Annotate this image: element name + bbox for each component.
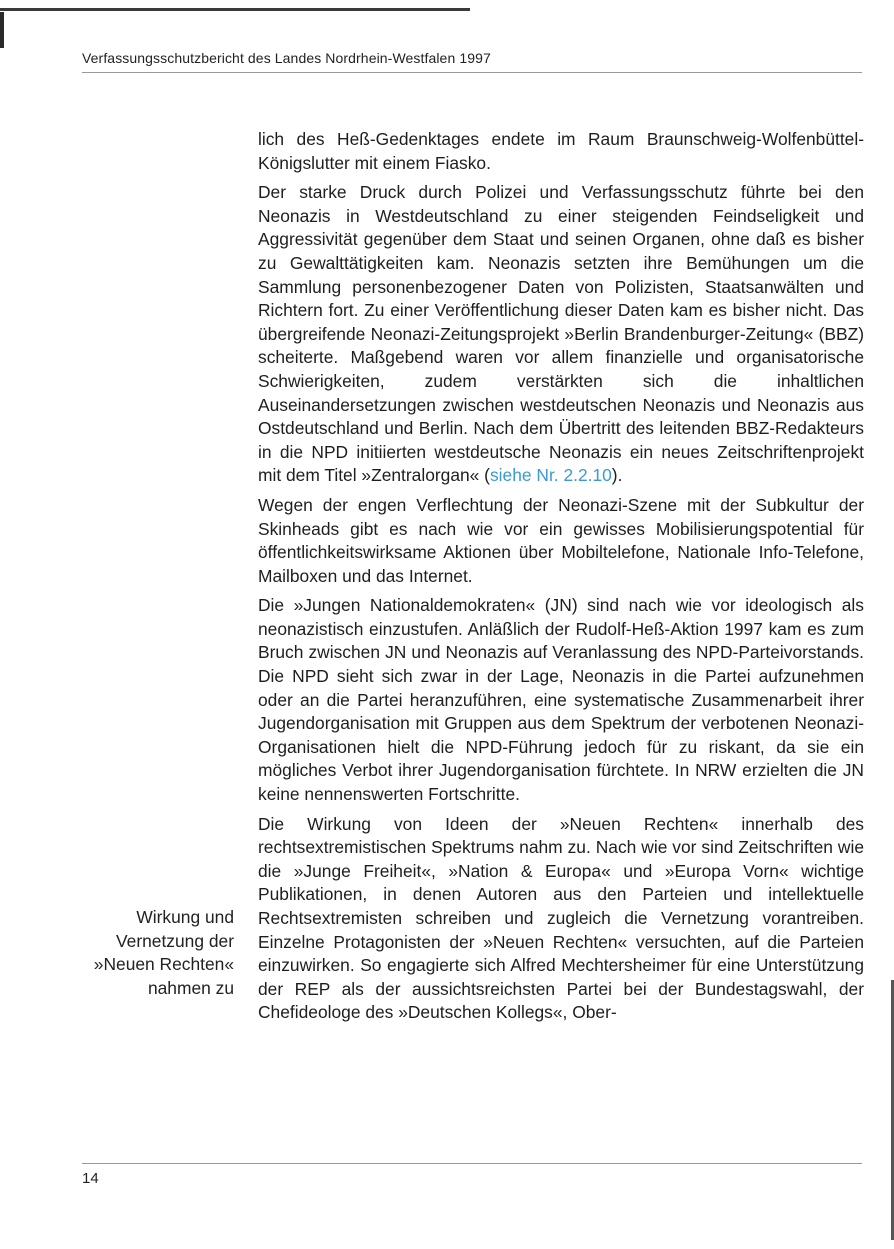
page-number: 14 <box>82 1170 99 1187</box>
scan-edge-left <box>0 12 4 48</box>
margin-note-line: Wirkung und <box>136 907 234 927</box>
footer-rule <box>82 1163 862 1164</box>
margin-note-line: nahmen zu <box>147 977 234 998</box>
body-text <box>258 128 864 1031</box>
scan-edge-top <box>0 8 470 11</box>
header-rule <box>82 72 862 73</box>
paragraph-5: Die Wirkung von Ideen der »Neuen Rechten« innerhalb des rechtsextremistischen Spektrums nahm zu. Nach wie vor sind Zeitschriften wie die »Junge Freiheit«, »Nation & Europa« und »Europa Vorn« wichtige Publikationen, in denen Autoren aus den Parteien und intellektuelle Rechtsextremisten schreiben und zugleich die Vernetzung vorantreiben. Einzelne Protagonisten der »Neuen Rechten« versuchten, auf die Parteien einzuwirken. So engagierte sich Alfred Mechtersheimer für eine Unterstützung der REP als der aussichtsreichsten Partei bei der Bundestagswahl, der Chefideologe des »Deutschen Kollegs«, Ober- <box>258 813 864 1023</box>
cross-reference-link[interactable]: siehe Nr. 2.2.10 <box>489 465 612 486</box>
running-header: Verfassungsschutzbericht des Landes Nordrhein-Westfalen 1997 <box>82 50 491 66</box>
paragraph-1: lich des Heß-Gedenktages endete im Raum Braunschweig-Wolfenbüttel-Königslutter mit einem Fiasko. <box>258 129 864 173</box>
paragraph-2 <box>258 181 864 488</box>
paragraph-4: Die »Jungen Nationaldemokraten« (JN) sind nach wie vor ideologisch als neonazistisch einzustufen. Anläßlich der Rudolf-Heß-Aktion 1997 kam es zum Bruch zwischen JN und Neonazis auf Veranlassung des NPD-Parteivorstands. Die NPD sieht sich zwar in der Lage, Neonazis in die Partei aufzunehmen oder an die Partei heranzuführen, eine systematische Zusammenarbeit ihrer Jugendorganisation mit Gruppen aus dem Spektrum der verbotenen Neonazi-Organisationen hielt die NPD-Führung jedoch für zu riskant, da sie ein mögliches Verbot ihrer Jugendorganisation fürchtete. In NRW erzielten die JN keine nennenswerten Fortschritte. <box>258 595 864 805</box>
paragraph-2-text: Der starke Druck durch Polizei und Verfassungsschutz führte bei den Neonazis in Westdeutschland zu einer steigenden Feindseligkeit und Aggressivität gegenüber dem Staat und seinen Organen, ohne daß es bisher zu Gewalttätigkeiten kam. Neonazis setzten ihre Bemühungen um die Sammlung personenbezogener Daten von Polizisten, Staatsanwälten und Richtern fort. Zu einer Veröffentlichung dieser Daten kam es bisher nicht. Das übergreifende Neonazi-Zeitungsprojekt »Berlin Brandenburger-Zeitung« (BBZ) scheiterte. Maßgebend waren vor allem finanzielle und organisatorische Schwierigkeiten, zudem verstärkten sich die inhaltlichen Auseinandersetzungen zwischen westdeutschen Neonazis und Neonazis aus Ostdeutschland und Berlin. Nach dem Übertritt des leitenden BBZ-Redakteurs in die NPD initiierten westdeutsche Neonazis ein neues Zeitschriftenprojekt mit dem Titel »Zentralorgan« ( <box>258 182 864 486</box>
paragraph-2-end: ). <box>611 465 623 486</box>
margin-note-line: Vernetzung der <box>116 930 234 951</box>
paragraph-3: Wegen der engen Verflechtung der Neonazi-Szene mit der Subkultur der Skinheads gibt es nach wie vor ein gewisses Mobilisierungspotential für öffentlichkeitswirksame Aktionen über Mobiltelefone, Nationale Info-Telefone, Mailboxen und das Internet. <box>258 494 864 586</box>
margin-note <box>60 906 234 1000</box>
margin-note-line: »Neuen Rechten« <box>93 954 234 975</box>
